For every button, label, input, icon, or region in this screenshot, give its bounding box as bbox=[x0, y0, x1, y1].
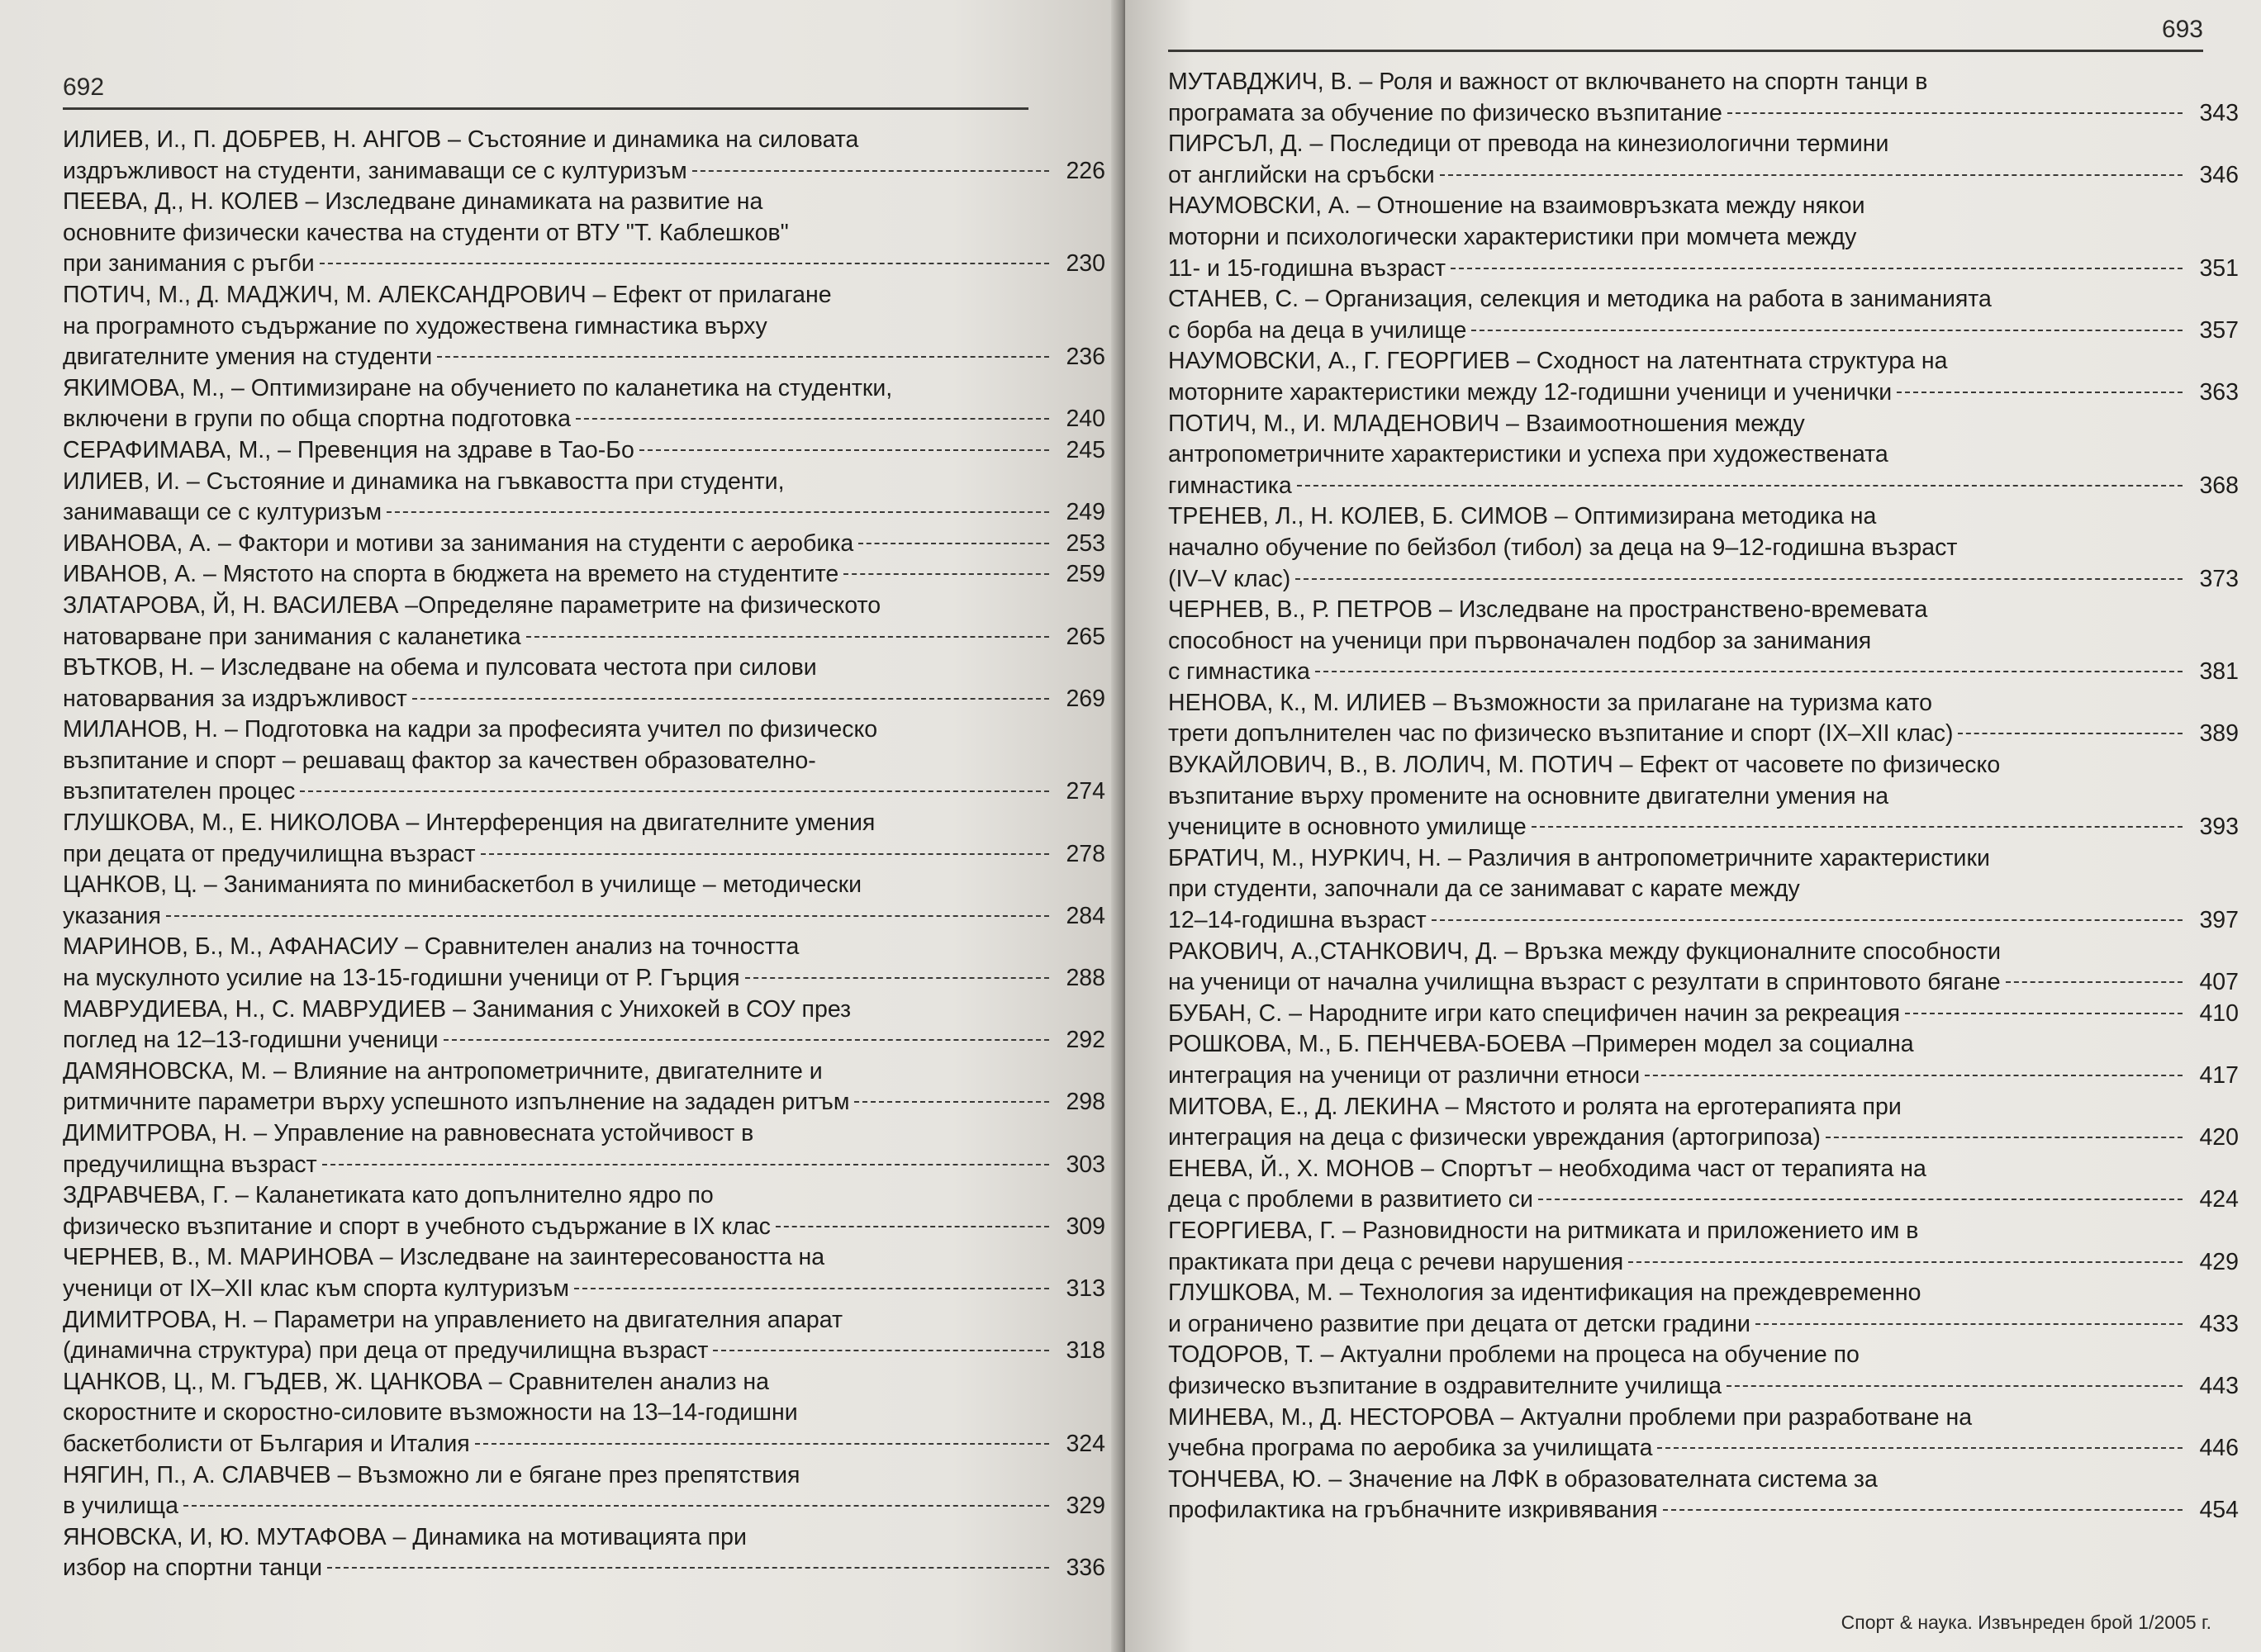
toc-entry bbox=[63, 125, 1105, 187]
toc-entry bbox=[63, 1367, 1105, 1460]
toc-entry-line: включени в групи по обща спортна подготовка bbox=[63, 406, 571, 433]
toc-entry bbox=[1168, 1092, 2239, 1154]
toc-page-number: 309 bbox=[1066, 1213, 1105, 1240]
toc-entry-line: ПИРСЪЛ, Д. – Последици от превода на кинезиологични термини bbox=[1168, 131, 1889, 158]
toc-entry-line: ЦАНКОВ, Ц., М. ГЪДЕВ, Ж. ЦАНКОВА – Сравнителен анализ на bbox=[63, 1368, 769, 1395]
toc-page-number: 368 bbox=[2199, 472, 2239, 499]
toc-entry bbox=[63, 653, 1105, 714]
dotted-leader bbox=[1897, 392, 2183, 393]
page-number-left: 692 bbox=[63, 74, 105, 101]
toc-entry-line: при студенти, започнали да се занимават с карате между bbox=[1168, 876, 1800, 903]
toc-entry-line: ТОДОРОВ, Т. – Актуални проблеми на процеса на обучение по bbox=[1168, 1341, 1860, 1369]
dotted-leader bbox=[1432, 919, 2183, 921]
dotted-leader bbox=[300, 790, 1049, 792]
toc-entry-line: ВУКАЙЛОВИЧ, В., В. ЛОЛИЧ, М. ПОТИЧ – Ефект от часовете по физическо bbox=[1168, 752, 2001, 779]
toc-entry-line: ТРЕНЕВ, Л., Н. КОЛЕВ, Б. СИМОВ – Оптимизирана методика на bbox=[1168, 503, 1877, 530]
toc-entry bbox=[1168, 937, 2239, 999]
toc-page-number: 265 bbox=[1066, 623, 1105, 650]
toc-entry-line: ИВАНОВ, А. – Мястото на спорта в бюджета на времето на студентите bbox=[63, 561, 839, 588]
toc-entry-line: моторни и психологически характеристики при момчета между bbox=[1168, 223, 1857, 250]
toc-page-number: 397 bbox=[2199, 907, 2239, 934]
toc-entry-line: МИТОВА, Е., Д. ЛЕКИНА – Мястото и ролята на ерготерапията при bbox=[1168, 1093, 1902, 1120]
dotted-leader bbox=[1295, 578, 2183, 580]
toc-entry-line: ритмичните параметри върху успешното изпълнение на зададен ритъм bbox=[63, 1089, 850, 1116]
toc-page-number: 454 bbox=[2199, 1497, 2239, 1524]
toc-entry-line: ЧЕРНЕВ, В., Р. ПЕТРОВ – Изследване на пространствено-времевата bbox=[1168, 596, 1928, 624]
toc-entry-line: и ограничено развитие при децата от детски градини bbox=[1168, 1310, 1750, 1337]
toc-entry-line: предучилищна възраст bbox=[63, 1151, 317, 1178]
toc-entry-line: при децата от предучилищна възраст bbox=[63, 840, 476, 867]
dotted-leader bbox=[1532, 826, 2183, 828]
toc-page-number: 226 bbox=[1066, 157, 1105, 184]
toc-entry bbox=[63, 995, 1105, 1056]
dotted-leader bbox=[1755, 1323, 2183, 1325]
toc-page-number: 389 bbox=[2199, 720, 2239, 748]
dotted-leader bbox=[854, 1101, 1049, 1103]
toc-entry-line: НАУМОВСКИ, А., Г. ГЕОРГИЕВ – Сходност на латентната структура на bbox=[1168, 348, 1948, 375]
toc-page-number: 313 bbox=[1066, 1275, 1105, 1302]
toc-entry-line: моторните характеристики между 12-годишни ученици и ученички bbox=[1168, 378, 1893, 406]
dotted-leader bbox=[692, 170, 1049, 172]
toc-entry-line: учениците в основното умилище bbox=[1168, 814, 1527, 841]
dotted-leader bbox=[1451, 268, 2183, 269]
toc-page-number: 407 bbox=[2199, 969, 2239, 996]
toc-entry-line: възпитание и спорт – решаващ фактор за качествен образователно- bbox=[63, 747, 816, 774]
toc-entry-line: профилактика на гръбначните изкривявания bbox=[1168, 1497, 1658, 1524]
toc-page-number: 303 bbox=[1066, 1151, 1105, 1178]
toc-entry bbox=[63, 187, 1105, 280]
toc-page-number: 253 bbox=[1066, 529, 1105, 557]
toc-entry-line: натоварване при занимания с каланетика bbox=[63, 623, 521, 650]
toc-entry-line: ПОТИЧ, М., Д. МАДЖИЧ, М. АЛЕКСАНДРОВИЧ – Ефект от прилагане bbox=[63, 281, 832, 308]
toc-entry-line: в училища bbox=[63, 1493, 178, 1520]
toc-entry-line: РАКОВИЧ, А.,СТАНКОВИЧ, Д. – Връзка между фукционалните способности bbox=[1168, 938, 2002, 965]
toc-page-number: 373 bbox=[2199, 565, 2239, 592]
toc-page-number: 433 bbox=[2199, 1310, 2239, 1337]
dotted-leader bbox=[1958, 733, 2183, 734]
dotted-leader bbox=[183, 1505, 1049, 1507]
toc-page-number: 336 bbox=[1066, 1555, 1105, 1582]
toc-page-number: 274 bbox=[1066, 778, 1105, 805]
toc-entry-line: указания bbox=[63, 902, 161, 929]
toc-entry-line: физическо възпитание и спорт в учебното съдържание в IX клас bbox=[63, 1213, 771, 1240]
toc-entry-line: ТОНЧЕВА, Ю. – Значение на ЛФК в образователната система за bbox=[1168, 1465, 1878, 1493]
dotted-leader bbox=[526, 636, 1049, 638]
toc-page-number: 278 bbox=[1066, 840, 1105, 867]
toc-entry-line: възпитателен процес bbox=[63, 778, 296, 805]
toc-entry-line: издръжливост на студенти, занимаващи се с културизъм bbox=[63, 157, 687, 184]
toc-page-number: 420 bbox=[2199, 1124, 2239, 1151]
toc-entry-line: ЯКИМОВА, М., – Оптимизиране на обучението по каланетика на студентки, bbox=[63, 374, 893, 401]
dotted-leader bbox=[1826, 1137, 2183, 1138]
toc-entry-line: БУБАН, С. – Народните игри като специфичен начин за рекреация bbox=[1168, 999, 1901, 1027]
header-rule-right bbox=[1168, 50, 2203, 52]
toc-entry bbox=[1168, 843, 2239, 937]
dotted-leader bbox=[776, 1226, 1049, 1227]
toc-entry-line: поглед на 12–13-годишни ученици bbox=[63, 1027, 439, 1054]
toc-entry-line: МУТАВДЖИЧ, В. – Роля и важност от включването на спортн танци в bbox=[1168, 69, 1928, 95]
dotted-leader bbox=[387, 511, 1049, 513]
toc-entry-line: (динамична структура) при деца от предучилищна възраст bbox=[63, 1337, 709, 1365]
toc-entry bbox=[63, 714, 1105, 808]
toc-entry-line: ИЛИЕВ, И., П. ДОБРЕВ, Н. АНГОВ – Състояние и динамика на силовата bbox=[63, 126, 859, 153]
toc-entry-line: НАУМОВСКИ, А. – Отношение на взаимовръзката между някои bbox=[1168, 192, 1865, 220]
toc-entry bbox=[63, 870, 1105, 932]
toc-entry-line: МИЛАНОВ, Н. – Подготовка на кадри за професията учител по физическо bbox=[63, 716, 878, 743]
toc-entry bbox=[1168, 129, 2239, 191]
toc-entry-line: на ученици от начална училищна възраст с резултати в спринтовото бягане bbox=[1168, 969, 2001, 996]
toc-entry bbox=[1168, 67, 2239, 129]
toc-page-number: 443 bbox=[2199, 1372, 2239, 1399]
toc-entry-line: ИЛИЕВ, И. – Състояние и динамика на гъвкавостта при студенти, bbox=[63, 468, 785, 495]
toc-page-number: 298 bbox=[1066, 1089, 1105, 1116]
toc-entry-line: ГЕОРГИЕВА, Г. – Разновидности на ритмиката и приложението им в bbox=[1168, 1217, 1919, 1244]
toc-entry bbox=[63, 591, 1105, 653]
dotted-leader bbox=[475, 1443, 1049, 1445]
toc-entry bbox=[1168, 1464, 2239, 1526]
toc-entry-line: НЕНОВА, К., М. ИЛИЕВ – Възможности за прилагане на туризма като bbox=[1168, 689, 1932, 716]
toc-entry-line: 12–14-годишна възраст bbox=[1168, 907, 1427, 934]
toc-entry-line: ученици от IX–XII клас към спорта културизъм bbox=[63, 1275, 569, 1302]
toc-entry-line: при занимания с ръгби bbox=[63, 250, 315, 278]
toc-entry-line: (IV–V клас) bbox=[1168, 565, 1291, 592]
toc-entry-line: гимнастика bbox=[1168, 472, 1292, 499]
toc-entry bbox=[63, 373, 1105, 435]
header-rule-left bbox=[63, 107, 1028, 110]
toc-entry bbox=[1168, 284, 2239, 346]
dotted-leader bbox=[481, 853, 1049, 855]
dotted-leader bbox=[1645, 1075, 2183, 1076]
toc-page-number: 343 bbox=[2199, 99, 2239, 126]
toc-entry-line: МАРИНОВ, Б., М., АФАНАСИУ – Сравнителен анализ на точността bbox=[63, 933, 800, 961]
dotted-leader bbox=[574, 1288, 1049, 1289]
toc-entry-line: ЦАНКОВ, Ц. – Заниманията по минибаскетбол в училище – методически bbox=[63, 871, 862, 899]
toc-entry bbox=[1168, 1154, 2239, 1216]
right-page bbox=[1125, 0, 2261, 1652]
dotted-leader bbox=[320, 263, 1049, 264]
dotted-leader bbox=[1663, 1509, 2183, 1511]
toc-page-number: 351 bbox=[2199, 254, 2239, 282]
toc-entry-line: ЯНОВСКА, И, Ю. МУТАФОВА – Динамика на мотивацията при bbox=[63, 1523, 747, 1550]
toc-page-number: 324 bbox=[1066, 1430, 1105, 1457]
toc-entry bbox=[63, 435, 1105, 467]
table-of-contents-right bbox=[1168, 67, 2239, 1526]
toc-entry-line: баскетболисти от България и Италия bbox=[63, 1430, 470, 1457]
toc-entry bbox=[63, 1522, 1105, 1584]
toc-entry-line: с борба на деца в училище bbox=[1168, 316, 1467, 344]
toc-page-number: 357 bbox=[2199, 316, 2239, 344]
toc-entry bbox=[63, 1056, 1105, 1118]
toc-entry bbox=[1168, 999, 2239, 1030]
toc-entry bbox=[63, 529, 1105, 560]
toc-entry bbox=[1168, 595, 2239, 688]
dotted-leader bbox=[1297, 485, 2183, 487]
dotted-leader bbox=[1315, 671, 2183, 672]
toc-entry-line: ЧЕРНЕВ, В., М. МАРИНОВА – Изследване на заинтересоваността на bbox=[63, 1244, 825, 1271]
toc-entry-line: ЗЛАТАРОВА, Й, Н. ВАСИЛЕВА –Определяне параметрите на физическото bbox=[63, 591, 881, 619]
toc-entry-line: СЕРАФИМАВА, М., – Превенция на здраве в Тао-Бо bbox=[63, 436, 634, 463]
toc-entry-line: НЯГИН, П., А. СЛАВЧЕВ – Възможно ли е бягане през препятствия bbox=[63, 1461, 800, 1488]
journal-footer: Спорт & наука. Извънреден брой 1/2005 г. bbox=[1841, 1612, 2211, 1633]
toc-page-number: 346 bbox=[2199, 161, 2239, 188]
toc-page-number: 329 bbox=[1066, 1493, 1105, 1520]
dotted-leader bbox=[1657, 1447, 2183, 1449]
dotted-leader bbox=[1727, 112, 2183, 114]
page-number-right: 693 bbox=[2161, 16, 2203, 43]
toc-page-number: 363 bbox=[2199, 378, 2239, 406]
toc-entry bbox=[1168, 409, 2239, 502]
toc-entry bbox=[63, 932, 1105, 994]
dotted-leader bbox=[1628, 1261, 2183, 1263]
toc-page-number: 446 bbox=[2199, 1435, 2239, 1462]
toc-entry-line: ГЛУШКОВА, М. – Технология за идентификация на преждевременно bbox=[1168, 1279, 1921, 1307]
toc-entry-line: двигателните умения на студенти bbox=[63, 344, 433, 371]
toc-entry-line: на мускулното усилие на 13-15-годишни ученици от Р. Гърция bbox=[63, 965, 740, 992]
toc-entry-line: интеграция на деца с физически увреждания (артогрипоза) bbox=[1168, 1124, 1821, 1151]
toc-entry-line: СТАНЕВ, С. – Организация, селекция и методика на работа в заниманията bbox=[1168, 286, 1992, 313]
dotted-leader bbox=[745, 977, 1049, 979]
toc-page-number: 318 bbox=[1066, 1337, 1105, 1365]
toc-entry-line: скоростните и скоростно-силовите възможности на 13–14-годишни bbox=[63, 1399, 798, 1427]
toc-entry-line: начално обучение по бейзбол (тибол) за деца на 9–12-годишна възраст bbox=[1168, 534, 1958, 561]
dotted-leader bbox=[166, 915, 1049, 917]
toc-entry bbox=[1168, 1216, 2239, 1278]
dotted-leader bbox=[322, 1164, 1049, 1165]
toc-page-number: 393 bbox=[2199, 814, 2239, 841]
toc-entry-line: ЗДРАВЧЕВА, Г. – Каланетиката като допълнително ядро по bbox=[63, 1182, 714, 1209]
dotted-leader bbox=[858, 543, 1049, 544]
toc-entry-line: ДАМЯНОВСКА, М. – Влияние на антропометричните, двигателните и bbox=[63, 1057, 823, 1085]
toc-entry bbox=[63, 1460, 1105, 1522]
toc-entry-line: МИНЕВА, М., Д. НЕСТОРОВА – Актуални проблеми при разработване на bbox=[1168, 1403, 1973, 1431]
toc-entry-line: антропометричните характеристики и успеха при художествената bbox=[1168, 441, 1888, 468]
toc-page-number: 417 bbox=[2199, 1062, 2239, 1089]
toc-entry-line: програмата за обучение по физическо възпитание bbox=[1168, 99, 1722, 126]
toc-entry bbox=[1168, 1340, 2239, 1402]
toc-entry bbox=[63, 1180, 1105, 1242]
dotted-leader bbox=[412, 698, 1049, 700]
dotted-leader bbox=[1905, 1013, 2183, 1014]
toc-entry-line: 11- и 15-годишна възраст bbox=[1168, 254, 1446, 282]
toc-page-number: 259 bbox=[1066, 561, 1105, 588]
toc-entry bbox=[1168, 501, 2239, 595]
toc-entry bbox=[63, 559, 1105, 591]
toc-entry bbox=[63, 1242, 1105, 1304]
toc-page-number: 424 bbox=[2199, 1186, 2239, 1213]
toc-entry-line: практиката при деца с речеви нарушения bbox=[1168, 1248, 1624, 1275]
toc-entry-line: ВЪТКОВ, Н. – Изследване на обема и пулсовата честота при силови bbox=[63, 654, 817, 681]
dotted-leader bbox=[1727, 1385, 2183, 1387]
toc-page-number: 230 bbox=[1066, 250, 1105, 278]
toc-page-number: 429 bbox=[2199, 1248, 2239, 1275]
toc-entry-line: възпитание върху промените на основните двигателни умения на bbox=[1168, 782, 1889, 809]
toc-entry-line: БРАТИЧ, М., НУРКИЧ, Н. – Различия в антропометричните характеристики bbox=[1168, 844, 1990, 871]
toc-entry-line: учебна програма по аеробика за училищата bbox=[1168, 1435, 1653, 1462]
toc-entry-line: на програмното съдържание по художествена гимнастика върху bbox=[63, 312, 767, 339]
toc-entry bbox=[1168, 346, 2239, 408]
toc-page-number: 292 bbox=[1066, 1027, 1105, 1054]
toc-entry-line: ИВАНОВА, А. – Фактори и мотиви за занимания на студенти с аеробика bbox=[63, 529, 854, 557]
toc-page-number: 284 bbox=[1066, 902, 1105, 929]
toc-entry-line: ПОТИЧ, М., И. МЛАДЕНОВИЧ – Взаимоотношения между bbox=[1168, 410, 1805, 437]
toc-page-number: 288 bbox=[1066, 965, 1105, 992]
toc-entry-line: ЕНЕВА, Й., Х. МОНОВ – Спортът – необходима част от терапията на bbox=[1168, 1155, 1926, 1182]
dotted-leader bbox=[1471, 330, 2183, 331]
toc-entry-line: натоварвания за издръжливост bbox=[63, 685, 407, 712]
toc-entry-line: основните физически качества на студенти от ВТУ "Т. Каблешков" bbox=[63, 219, 789, 246]
toc-page-number: 245 bbox=[1066, 436, 1105, 463]
toc-page-number: 410 bbox=[2199, 999, 2239, 1027]
toc-entry bbox=[63, 1305, 1105, 1367]
toc-entry-line: физическо възпитание в оздравителните училища bbox=[1168, 1372, 1722, 1399]
toc-page-number: 249 bbox=[1066, 499, 1105, 526]
toc-entry bbox=[1168, 1403, 2239, 1464]
toc-entry-line: ДИМИТРОВА, Н. – Управление на равновесната устойчивост в bbox=[63, 1120, 754, 1146]
toc-page-number: 381 bbox=[2199, 658, 2239, 686]
dotted-leader bbox=[437, 356, 1049, 358]
toc-entry-line: ГЛУШКОВА, М., Е. НИКОЛОВА – Интерференция на двигателните умения bbox=[63, 809, 876, 837]
toc-entry-line: интеграция на ученици от различни етноси bbox=[1168, 1062, 1641, 1089]
toc-page-number: 236 bbox=[1066, 344, 1105, 371]
toc-entry-line: занимаващи се с културизъм bbox=[63, 499, 382, 526]
toc-entry bbox=[63, 1118, 1105, 1180]
toc-entry-line: способност на ученици при първоначален подбор за занимания bbox=[1168, 627, 1872, 654]
dotted-leader bbox=[1440, 174, 2183, 176]
table-of-contents-left bbox=[63, 125, 1105, 1584]
toc-entry bbox=[1168, 191, 2239, 284]
toc-entry-line: РОШКОВА, М., Б. ПЕНЧЕВА-БОЕВА –Примерен модел за социална bbox=[1168, 1031, 1914, 1058]
toc-page-number: 240 bbox=[1066, 406, 1105, 433]
toc-entry bbox=[1168, 750, 2239, 843]
toc-entry-line: избор на спортни танци bbox=[63, 1555, 323, 1582]
toc-page-number: 269 bbox=[1066, 685, 1105, 712]
dotted-leader bbox=[2006, 981, 2183, 983]
toc-entry bbox=[63, 808, 1105, 870]
dotted-leader bbox=[576, 418, 1049, 420]
toc-entry-line: ПЕЕВА, Д., Н. КОЛЕВ – Изследване динамиката на развитие на bbox=[63, 188, 763, 216]
toc-entry bbox=[1168, 1278, 2239, 1340]
toc-entry bbox=[63, 467, 1105, 529]
toc-entry-line: деца с проблеми в развитието си bbox=[1168, 1186, 1533, 1213]
left-page bbox=[0, 0, 1119, 1652]
dotted-leader bbox=[713, 1350, 1049, 1351]
toc-entry-line: трети допълнителен час по физическо възпитание и спорт (IX–XII клас) bbox=[1168, 720, 1954, 748]
dotted-leader bbox=[639, 449, 1049, 451]
toc-entry bbox=[1168, 688, 2239, 750]
toc-entry-line: МАВРУДИЕВА, Н., С. МАВРУДИЕВ – Занимания с Унихокей в СОУ през bbox=[63, 995, 852, 1023]
dotted-leader bbox=[444, 1039, 1049, 1041]
dotted-leader bbox=[327, 1567, 1049, 1569]
dotted-leader bbox=[843, 573, 1049, 575]
toc-entry bbox=[1168, 1029, 2239, 1091]
toc-entry bbox=[63, 280, 1105, 373]
toc-entry-line: с гимнастика bbox=[1168, 658, 1310, 686]
dotted-leader bbox=[1538, 1199, 2183, 1200]
toc-entry-line: ДИМИТРОВА, Н. – Параметри на управлението на двигателния апарат bbox=[63, 1306, 843, 1333]
toc-entry-line: от английски на сръбски bbox=[1168, 161, 1435, 188]
